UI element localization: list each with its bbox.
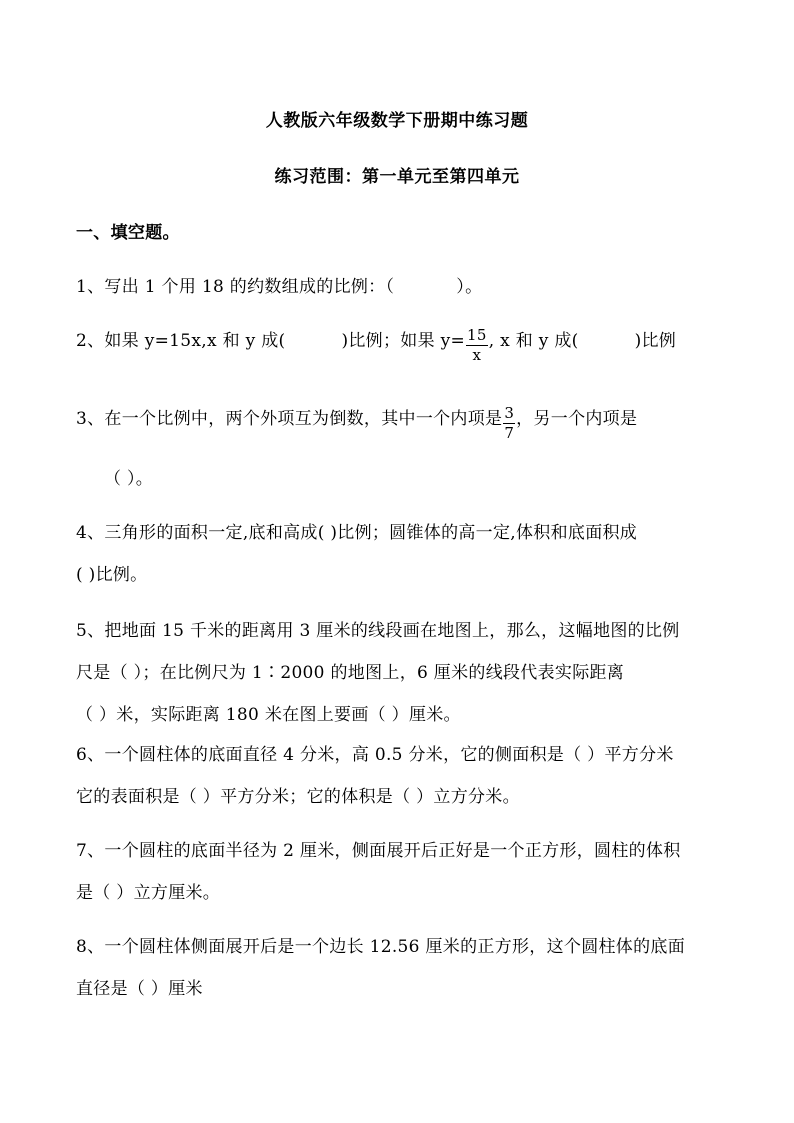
question-8-line-1: 8、一个圆柱体侧面展开后是一个边长 12.56 厘米的正方形，这个圆柱体的底面 — [76, 937, 685, 957]
fraction-15-over-x — [466, 328, 488, 363]
question-3-part-a: 3、在一个比例中，两个外项互为倒数，其中一个内项是 — [76, 409, 503, 429]
fraction-numerator: 3 — [504, 404, 515, 422]
question-2-part-d: )比例 — [634, 331, 677, 351]
question-2-part-b: )比例；如果 y= — [341, 331, 466, 351]
question-7-line-1: 7、一个圆柱的底面半径为 2 厘米，侧面展开后正好是一个正方形，圆柱的体积 — [76, 841, 681, 861]
question-3-part-b: ，另一个内项是 — [516, 409, 638, 429]
fraction-3-over-7 — [503, 406, 515, 441]
question-5-line-3: （ ）米，实际距离 180 米在图上要画（ ）厘米。 — [76, 705, 461, 725]
fraction-denominator: 7 — [504, 424, 515, 442]
question-1-tail: ）。 — [456, 277, 483, 297]
question-6-line-2: 它的表面积是（ ）平方分米；它的体积是（ ）立方分米。 — [76, 787, 520, 807]
question-4-line-2: ( )比例。 — [76, 565, 148, 585]
question-4-line-1: 4、三角形的面积一定,底和高成( )比例；圆锥体的高一定,体积和底面积成 — [76, 523, 638, 543]
question-5-line-2: 尺是（ ）；在比例尺为 1∶2000 的地图上，6 厘米的线段代表实际距离 — [76, 663, 625, 683]
question-8-line-2: 直径是（ ）厘米 — [76, 979, 203, 999]
fraction-numerator: 15 — [467, 326, 487, 344]
section-heading: 一、填空题。 — [76, 223, 180, 243]
question-1 — [76, 272, 482, 297]
page-subtitle: 练习范围：第一单元至第四单元 — [274, 167, 520, 187]
question-6-line-1: 6、一个圆柱体的底面直径 4 分米，高 0.5 分米，它的侧面积是（ ）平方分米 — [76, 745, 674, 765]
question-2-part-a: 2、如果 y=15x,x 和 y 成( — [76, 331, 286, 351]
question-2-part-c: , x 和 y 成( — [488, 331, 579, 351]
question-5-line-1: 5、把地面 15 千米的距离用 3 厘米的线段画在地图上，那么，这幅地图的比例 — [76, 621, 680, 641]
page-title: 人教版六年级数学下册期中练习题 — [265, 111, 529, 131]
fraction-denominator: x — [472, 346, 482, 364]
question-7-line-2: 是（ ）立方厘米。 — [76, 883, 221, 903]
question-2 — [76, 326, 676, 363]
question-3 — [76, 404, 637, 441]
question-3-line-2[interactable]: （ ）。 — [104, 469, 154, 489]
question-1-text: 1、写出 1 个用 18 的约数组成的比例：（ — [76, 277, 395, 297]
